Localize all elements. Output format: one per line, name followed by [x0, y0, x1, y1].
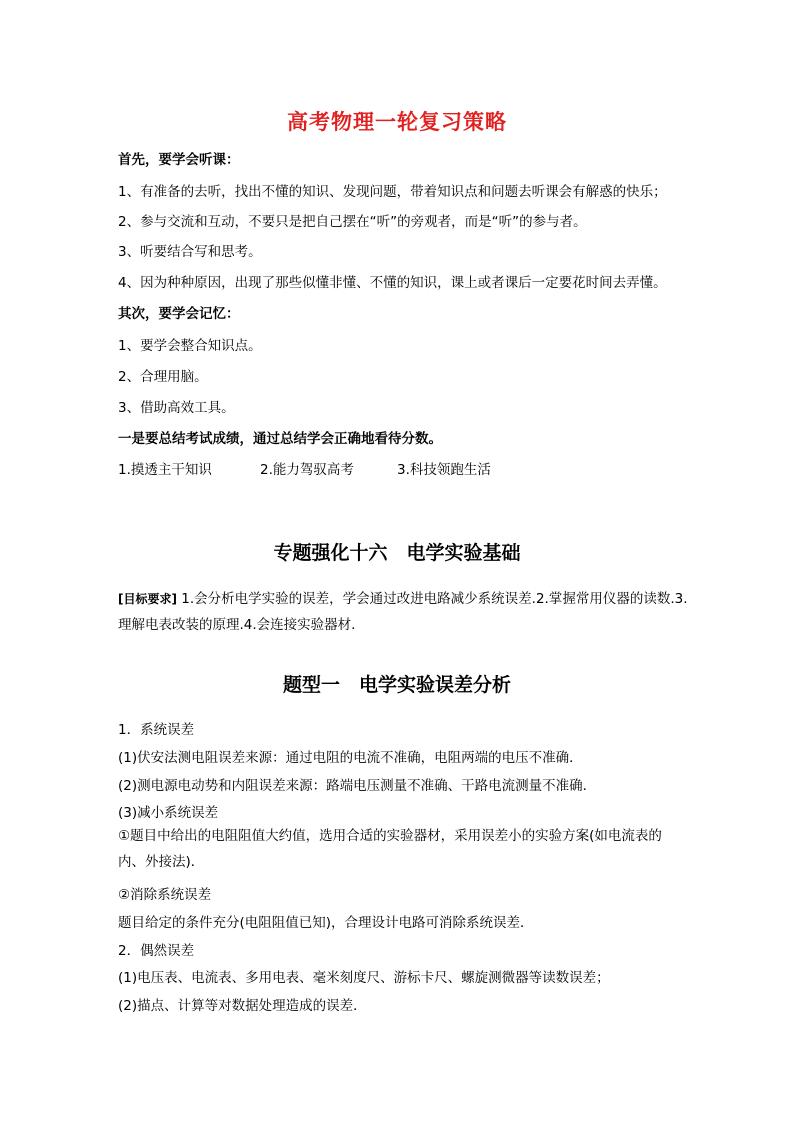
summary-item: 2.能力驾驭高考: [260, 462, 354, 478]
goal-paragraph: [118, 586, 688, 638]
section-heading-memory: 其次，要学会记忆：: [118, 306, 240, 322]
goal-text: 1.会分析电学实验的误差，学会通过改进电路减少系统误差.2.掌握常用仪器的读数.3.理解电表改装的原理.4.会连接实验器材.: [118, 591, 688, 633]
section-heading-summary: 一是要总结考试成绩，通过总结学会正确地看待分数。: [118, 431, 442, 447]
summary-item: 1.摸透主干知识: [118, 462, 212, 478]
goal-label: [目标要求]: [118, 592, 177, 606]
list-item: 3、听要结合写和思考。: [118, 244, 262, 260]
summary-item: 3.科技领跑生活: [397, 462, 491, 478]
body-line: (1)电压表、电流表、多用电表、毫米刻度尺、游标卡尺、螺旋测微器等读数误差；: [118, 970, 610, 986]
list-item: 3、借助高效工具。: [118, 400, 235, 416]
body-line: ①题目中给出的电阻阻值大约值，选用合适的实验器材，采用误差小的实验方案(如电流表的内、外接法)．: [118, 828, 662, 870]
main-title: 高考物理一轮复习策略: [287, 110, 507, 134]
list-item: 2、合理用脑。: [118, 369, 208, 385]
list-item: 1、有准备的去听，找出不懂的知识、发现问题，带着知识点和问题去听课会有解惑的快乐；: [118, 184, 667, 200]
list-item: 1、要学会整合知识点。: [118, 338, 262, 354]
body-line: (1)伏安法测电阻误差来源：通过电阻的电流不准确，电阻两端的电压不准确．: [118, 750, 583, 766]
body-line: 2．偶然误差: [118, 943, 195, 959]
section-heading-listening: 首先，要学会听课：: [118, 152, 240, 168]
body-line: (3)减小系统误差: [118, 805, 219, 821]
list-item: 4、因为种种原因，出现了那些似懂非懂、不懂的知识，课上或者课后一定要花时间去弄懂。: [118, 275, 667, 291]
body-line: 题目给定的条件充分(电阻阻值已知)，合理设计电路可消除系统误差．: [118, 915, 534, 931]
topic-title: 专题强化十六 电学实验基础: [273, 542, 521, 564]
body-line: (2)描点、计算等对数据处理造成的误差．: [118, 998, 367, 1014]
list-item: 2、参与交流和互动，不要只是把自己摆在“听”的旁观者，而是“听”的参与者。: [118, 214, 587, 230]
body-line: (2)测电源电动势和内阻误差来源：路端电压测量不准确、干路电流测量不准确．: [118, 778, 597, 794]
body-line: ②消除系统误差: [118, 887, 212, 903]
body-line: 1．系统误差: [118, 722, 195, 738]
type-title: 题型一 电学实验误差分析: [282, 674, 511, 696]
